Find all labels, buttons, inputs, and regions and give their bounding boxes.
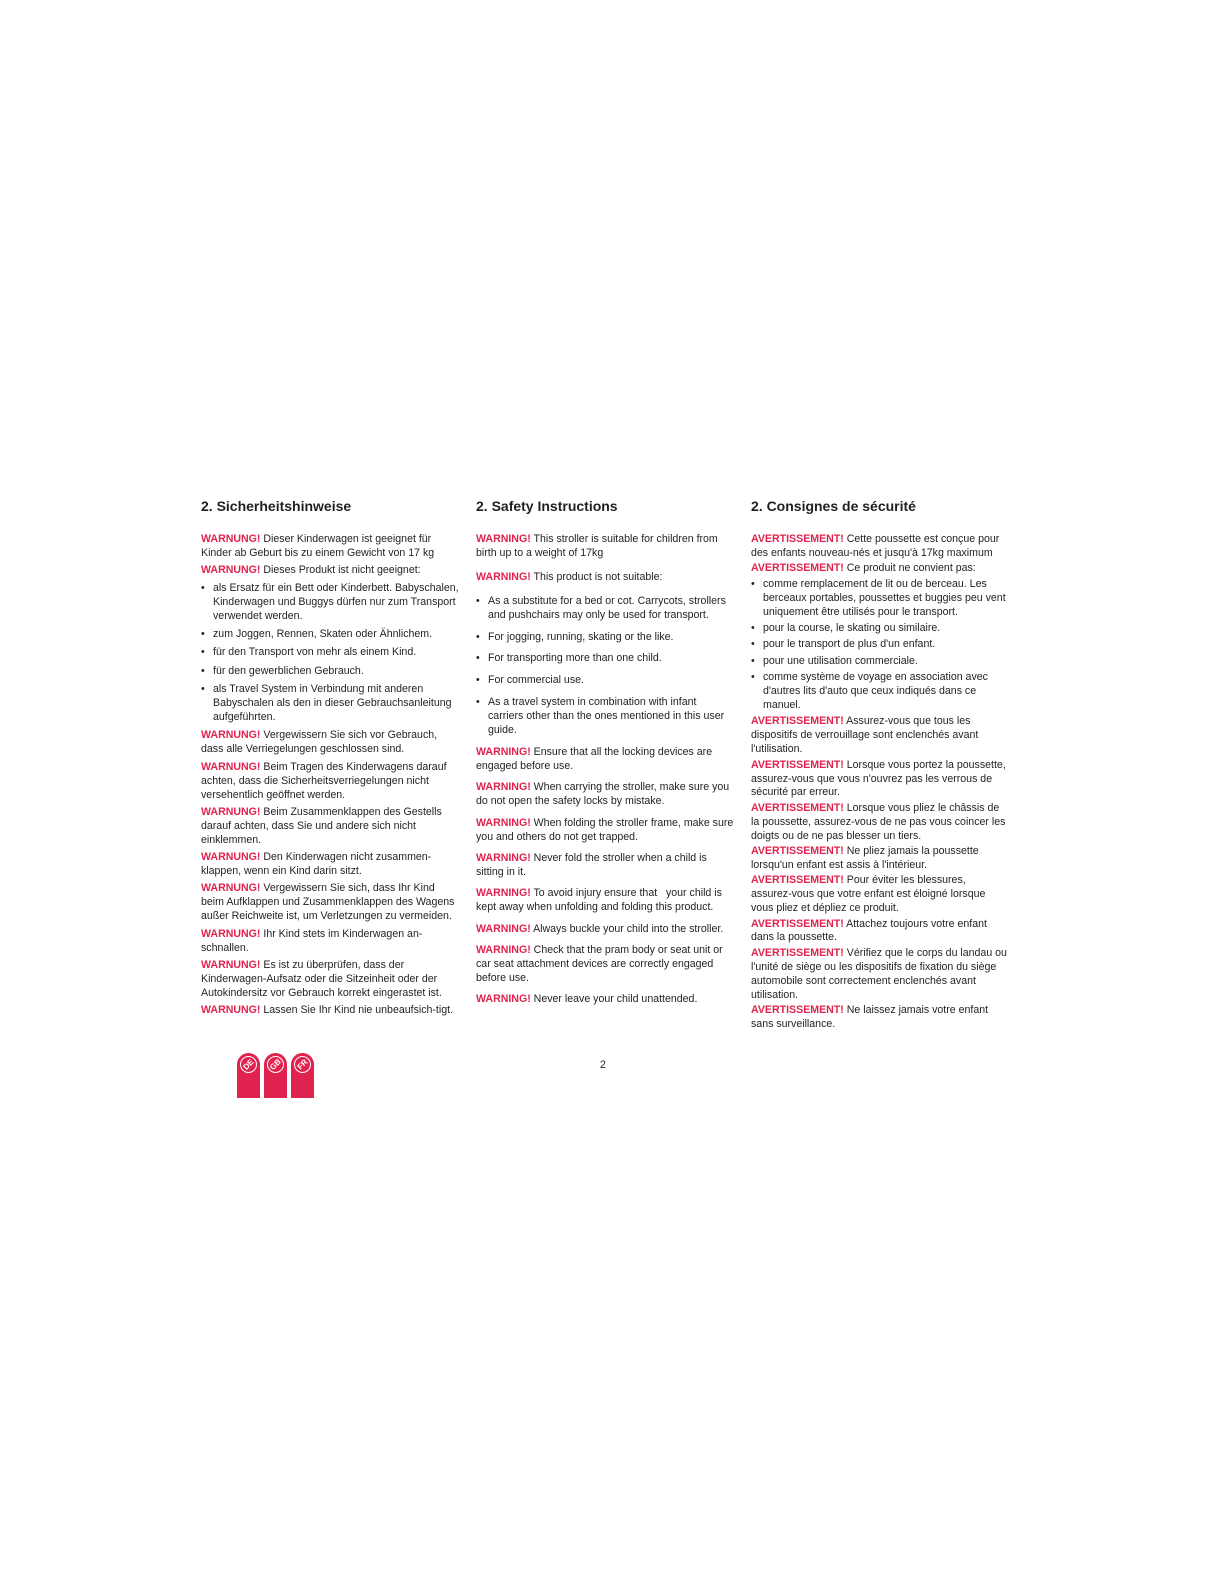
warning-paragraph (751, 845, 1009, 873)
warning-text: This product is not suitable: (530, 570, 663, 583)
warning-text: Never leave your child unattended. (530, 993, 698, 1006)
list-item: • As a travel system in combination with infant carriers other than the ones mentioned in this user guide. (476, 696, 734, 738)
warning-label: WARNUNG! (201, 564, 261, 577)
warning-text: When folding the stroller frame, make sure you and others do not get trapped. (476, 816, 734, 843)
warning-paragraph (476, 817, 734, 845)
warning-text: Always buckle your child into the stroller. (530, 922, 724, 935)
warning-text: Vérifiez que le corps du landau ou l'unité de siège ou les dispositifs de fixation du siège automobile sont correctement enclenchés avant utilisation. (751, 946, 1007, 1001)
warning-text: Ne laissez jamais votre enfant sans surveillance. (751, 1004, 989, 1030)
warning-paragraph (476, 944, 734, 986)
warning-text: Dieser Kinderwagen ist geeignet für Kinder ab Geburt bis zu einem Gewicht von 17 kg (201, 533, 435, 559)
warning-text: Es ist zu überprüfen, dass der Kinderwagen-Aufsatz oder die Sitzeinheit oder der Autokindersitz vor Gebrauch korrekt eingerastet ist. (201, 958, 442, 999)
warning-label: WARNUNG! (201, 851, 261, 864)
warning-text: Lassen Sie Ihr Kind nie unbeaufsich-tigt. (260, 1004, 454, 1017)
warning-label: AVERTISSEMENT! (751, 1004, 844, 1016)
warning-label: WARNING! (476, 851, 531, 864)
warning-label: WARNUNG! (201, 882, 261, 895)
warning-text: Pour éviter les blessures, assurez-vous que votre enfant est éloigné lorsque vous pliez et dépliez ce produit. (751, 874, 986, 915)
warning-label: AVERTISSEMENT! (751, 758, 844, 771)
list-item: • pour une utilisation commerciale. (751, 655, 1009, 669)
list-item: • pour la course, le skating ou similaire. (751, 622, 1009, 636)
list-item: • als Travel System in Verbindung mit anderen Babyschalen als den in dieser Gebrauchsanleitung aufgeführten. (201, 683, 459, 725)
warning-text: Beim Tragen des Kinderwagens darauf achten, dass die Sicherheitsverriegelungen nicht versehentlich geöffnet werden. (201, 760, 447, 801)
list-item: • zum Joggen, Rennen, Skaten oder Ähnlichem. (201, 628, 459, 642)
warning-label: AVERTISSEMENT! (751, 845, 844, 858)
warning-label: AVERTISSEMENT! (751, 946, 844, 959)
column-english (476, 497, 734, 1015)
warning-text: Never fold the stroller when a child is sitting in it. (476, 851, 707, 878)
language-tab-de (237, 1053, 260, 1098)
warning-label: WARNUNG! (201, 760, 261, 773)
warning-paragraph (751, 533, 1009, 561)
warning-label: WARNING! (476, 533, 531, 545)
list-item: • comme remplacement de lit ou de berceau. Les berceaux portables, poussettes et buggies peu vent uniquement être utilisés pour le transport. (751, 578, 1009, 620)
warning-label: WARNING! (476, 745, 531, 758)
warning-text: Lorsque vous portez la poussette, assurez-vous que vous n'ouvrez pas les verrous de sécurité par erreur. (751, 758, 1006, 799)
unsuitable-list (201, 582, 459, 725)
warning-paragraph (201, 851, 459, 879)
list-item: • für den gewerblichen Gebrauch. (201, 665, 459, 679)
warning-label: AVERTISSEMENT! (751, 801, 844, 814)
warning-text: Ne pliez jamais la poussette lorsqu'un enfant est assis à l'intérieur. (751, 845, 979, 871)
page-number: 2 (600, 1059, 606, 1071)
list-item: • pour le transport de plus d'un enfant. (751, 638, 1009, 652)
warning-paragraph (751, 947, 1009, 1003)
warning-label: WARNUNG! (201, 927, 261, 940)
section-title-fr: 2. Consignes de sécurité (751, 498, 916, 514)
warning-paragraph (201, 806, 459, 848)
warning-paragraph (201, 761, 459, 803)
language-tab-label: FR (295, 1057, 310, 1072)
warning-paragraph (751, 874, 1009, 916)
language-tab-gb (264, 1053, 287, 1098)
warning-paragraph (201, 882, 459, 924)
warning-paragraph (201, 1004, 459, 1018)
list-item: • comme système de voyage en association avec d'autres lits d'auto que ceux indiqués dans ce manuel. (751, 671, 1009, 713)
language-tab-label: DE (241, 1057, 256, 1072)
warning-text: Vergewissern Sie sich vor Gebrauch, dass alle Verriegelungen geschlossen sind. (201, 729, 438, 756)
warning-text: Vergewissern Sie sich, dass Ihr Kind beim Aufklappen und Zusammenklappen des Wagens außer Reichweite ist, um Verletzungen zu vermeiden. (201, 882, 455, 923)
list-item: • For transporting more than one child. (476, 652, 734, 666)
warning-text: When carrying the stroller, make sure you do not open the safety locks by mistake. (476, 781, 730, 808)
warning-paragraph (751, 918, 1009, 946)
warning-label: WARNUNG! (201, 958, 261, 971)
warning-text: Attachez toujours votre enfant dans la poussette. (751, 917, 987, 944)
warning-label: WARNUNG! (201, 533, 261, 545)
warning-paragraph (476, 887, 734, 915)
section-title-de: 2. Sicherheitshinweise (201, 498, 352, 514)
warning-label: WARNING! (476, 943, 531, 956)
warning-text: Lorsque vous pliez le châssis de la poussette, assurez-vous de ne pas vous coincer les doigts ou de ne pas blesser un tiers. (751, 801, 1006, 842)
warning-paragraph (751, 802, 1009, 844)
list-item: • As a substitute for a bed or cot. Carrycots, strollers and pushchairs may only be used for transport. (476, 595, 734, 623)
warning-label: AVERTISSEMENT! (751, 917, 844, 930)
warning-text: Den Kinderwagen nicht zusammen-klappen, wenn ein Kind darin sitzt. (201, 851, 432, 878)
warning-label: AVERTISSEMENT! (751, 715, 844, 728)
warning-label: WARNING! (476, 781, 531, 794)
warning-text: Ihr Kind stets im Kinderwagen an-schnallen. (201, 927, 423, 954)
warning-text: Check that the pram body or seat unit or car seat attachment devices are correctly engaged before use. (476, 943, 723, 984)
warning-paragraph (476, 852, 734, 880)
column-german (201, 497, 459, 1022)
warning-paragraph (201, 959, 459, 1001)
warning-paragraph (476, 923, 734, 937)
language-tab-fr (291, 1053, 314, 1098)
warning-text: Cette poussette est conçue pour des enfants nouveau-nés et jusqu'à 17kg maximum (751, 533, 1000, 559)
language-tabs (237, 1053, 315, 1099)
warning-paragraph (201, 564, 459, 578)
warning-paragraph (476, 781, 734, 809)
warning-text: Ensure that all the locking devices are engaged before use. (476, 745, 713, 772)
warning-label: WARNING! (476, 570, 531, 583)
warning-paragraph (751, 1004, 1009, 1032)
warning-label: WARNUNG! (201, 805, 261, 818)
warning-label: WARNING! (476, 922, 531, 935)
list-item: • als Ersatz für ein Bett oder Kinderbett. Babyschalen, Kinderwagen und Buggys dürfen nur zum Transport verwendet werden. (201, 582, 459, 624)
warning-label: AVERTISSEMENT! (751, 533, 844, 545)
warning-label: WARNING! (476, 816, 531, 829)
warning-paragraph (751, 562, 1009, 576)
warning-paragraph (201, 533, 459, 561)
language-tab-label: GB (268, 1057, 283, 1072)
warning-text: Beim Zusammenklappen des Gestells darauf achten, dass Sie und andere sich nicht einklemmen. (201, 805, 442, 846)
warning-paragraph (201, 729, 459, 757)
warning-text: Assurez-vous que tous les dispositifs de verrouillage sont enclenchés avant l'utilisation. (751, 715, 979, 756)
column-french (751, 497, 1009, 1033)
warning-text: This stroller is suitable for children from birth up to a weight of 17kg (476, 533, 718, 559)
warning-paragraph (476, 993, 734, 1007)
warning-label: WARNUNG! (201, 1004, 261, 1017)
warning-label: AVERTISSEMENT! (751, 562, 844, 575)
list-item: • For jogging, running, skating or the like. (476, 631, 734, 645)
warning-paragraph (476, 746, 734, 774)
warning-text: Ce produit ne convient pas: (843, 562, 976, 575)
warning-label: WARNUNG! (201, 729, 261, 742)
warning-label: AVERTISSEMENT! (751, 874, 844, 887)
warning-paragraph (751, 715, 1009, 757)
list-item: • For commercial use. (476, 674, 734, 688)
section-title-gb: 2. Safety Instructions (476, 498, 618, 514)
unsuitable-list (751, 578, 1009, 713)
list-item: • für den Transport von mehr als einem Kind. (201, 646, 459, 660)
warning-paragraph (476, 571, 734, 585)
warning-text: Dieses Produkt ist nicht geeignet: (260, 564, 421, 577)
warning-label: WARNING! (476, 993, 531, 1006)
warning-label: WARNING! (476, 887, 531, 900)
warning-paragraph (751, 759, 1009, 801)
warning-text: To avoid injury ensure that your child is kept away when unfolding and folding this product. (476, 887, 725, 914)
unsuitable-list (476, 595, 734, 738)
warning-paragraph (201, 928, 459, 956)
warning-paragraph (476, 533, 734, 561)
